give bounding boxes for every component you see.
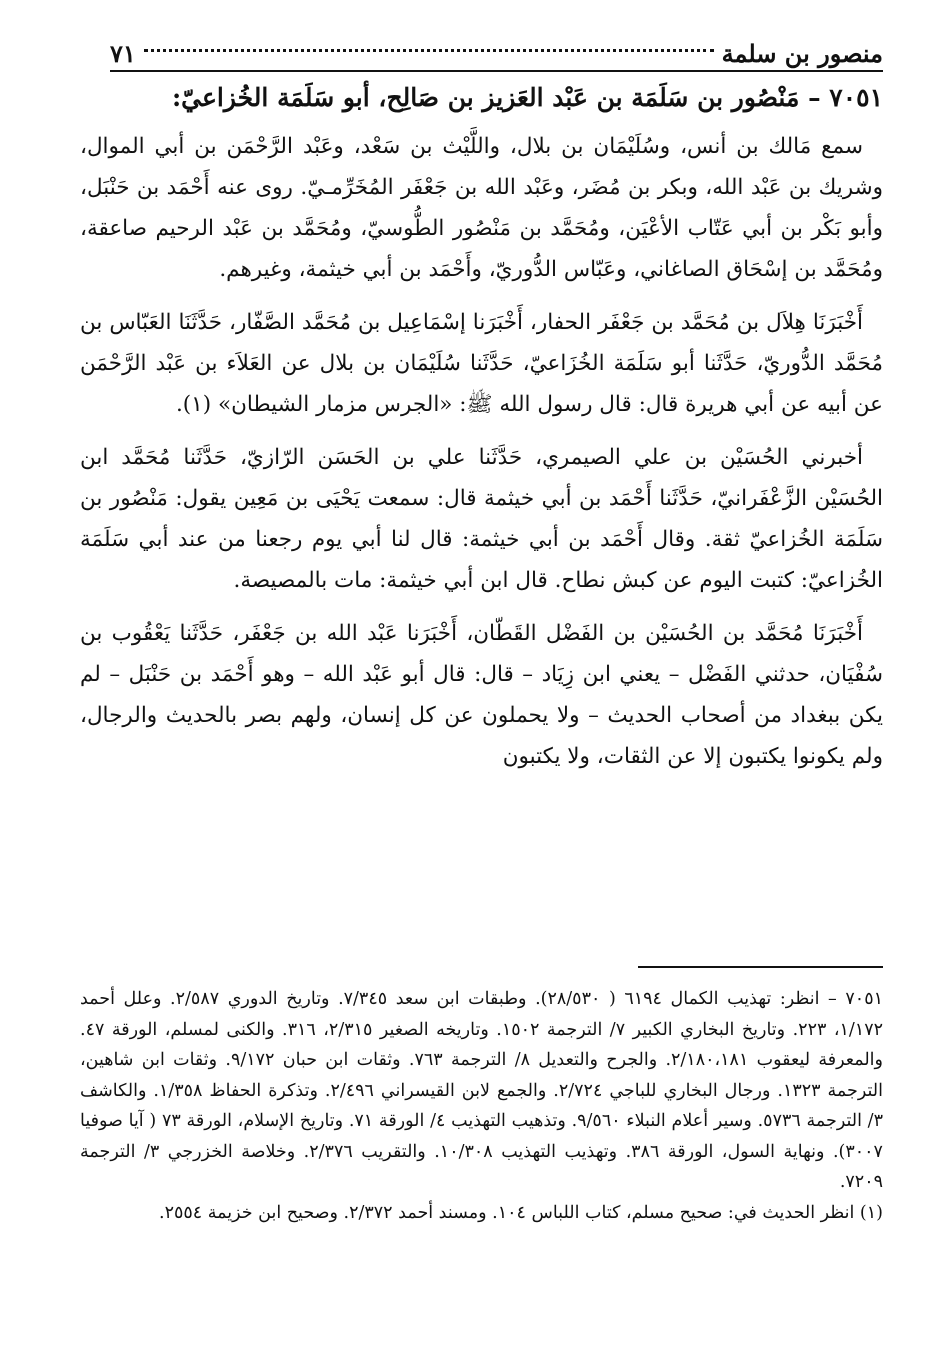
page-number: ٧١: [110, 39, 136, 68]
paragraph-narrators: سمع مَالك بن أنس، وسُلَيْمَان بن بلال، واللَّيْث بن سَعْد، وعَبْد الرَّحْمَن بن أبي الموال، وشريك بن عَبْد الله، وبكر بن مُضَر، وعَبْد الله بن جَعْفَر المُخَرِّمـيّ. روى عنه أَحْمَد بن حَنْبَل، وأبو بَكْر بن أبي عَتّاب الأعْيَن، ومُحَمَّد بن مَنْصُور الطُّوسيّ، ومُحَمَّد بن عَبْد الرحيم صاعقة، ومُحَمَّد بن إسْحَاق الصاغاني، وعَبّاس الدُّوريّ، وأَحْمَد بن أبي خيثمة، وغيرهم.: [80, 134, 883, 282]
main-text: [80, 126, 883, 789]
paragraph-ahmad-quote: أَخْبَرَنَا مُحَمَّد بن الحُسَيْن بن الفَضْل القَطّان، أَخْبَرَنا عَبْد الله بن جَعْفَر، حَدَّثَنا يَعْقُوب بن سُفْيَان، حدثني الفَضْل – يعني ابن زِيَاد – قال: قال أبو عَبْد الله – وهو أَحْمَد بن حَنْبَل – لم يكن ببغداد من أصحاب الحديث – ولا يحملون عن كل إنسان، ولهم بصر بالحديث والرجال، ولم يكونوا يكتبون إلا عن الثقات، ولا يكتبون: [80, 621, 883, 769]
footnotes: [80, 984, 883, 1228]
running-title: منصور بن سلمة: [721, 39, 883, 68]
paragraph-hadith: أَخْبَرَنَا هِلاَل بن مُحَمَّد بن جَعْفَر الحفار، أَخْبَرَنا إسْمَاعِيل بن مُحَمَّد الصَّفّار، حَدَّثَنَا العَبّاس بن مُحَمَّد الدُّوريّ، حَدَّثَنا أبو سَلَمَة الخُزَاعيّ، حَدَّثَنا سُلَيْمَان بن بلال عن العَلاَء بن عَبْد الرَّحْمَن عن أبيه عن أبي هريرة قال: قال رسول الله ﷺ: «الجرس مزمار الشيطان» (١).: [80, 310, 883, 417]
entry-title: ٧٠٥١ – مَنْصُور بن سَلَمَة بن عَبْد العَزيز بن صَالِح، أبو سَلَمَة الخُزاعيّ:: [171, 83, 883, 112]
footnote-hadith: (١) انظر الحديث في: صحيح مسلم، كتاب اللباس ١٠٤. ومسند أحمد ٢/٣٧٢. وصحيح ابن خزيمة ٢٥٥٤.: [158, 1202, 883, 1223]
leader-dots: [144, 49, 714, 52]
footnote-separator: [638, 966, 883, 968]
paragraph-grading: أخبرني الحُسَيْن بن علي الصيمري، حَدَّثَنا علي بن الحَسَن الرّازيّ، حَدَّثَنا مُحَمَّد ابن الحُسَيْن الزَّعْفَرانيّ، حَدَّثَنا أَحْمَد بن أبي خيثمة قال: سمعت يَحْيَى بن مَعِين يقول: مَنْصُور بن سَلَمَة الخُزاعيّ ثقة. وقال أَحْمَد بن أبي خيثمة: قال لنا أبي يوم رجعنا من عند أبي سَلَمَة الخُزاعيّ: كتبت اليوم عن كبش نطاح. قال ابن أبي خيثمة: مات بالمصيصة.: [80, 445, 883, 593]
footnote-sources: ٧٠٥١ – انظر: تهذيب الكمال ٦١٩٤ ( ٢٨/٥٣٠). وطبقات ابن سعد ٧/٣٤٥. وتاريخ الدوري ٢/٥٨٧. وعلل أحمد ١/١٧٢، ٢٢٣. وتاريخ البخاري الكبير ٧/ الترجمة ١٥٠٢. وتاريخه الصغير ٢/٣١٥، ٣١٦. والكنى لمسلم، الورقة ٤٧. والمعرفة ليعقوب ٢/١٨٠،١٨١. والجرح والتعديل ٨/ الترجمة ٧٦٣. وثقات ابن حبان ٩/١٧٢. وثقات ابن شاهين، الترجمة ١٣٢٣. ورجال البخاري للباجي ٢/٧٢٤. والجمع لابن القيسراني ٢/٤٩٦. وتذكرة الحفاظ ١/٣٥٨. والكاشف ٣/ الترجمة ٥٧٣٦. وسير أعلام النبلاء ٩/٥٦٠. وتذهيب التهذيب ٤/ الورقة ٧١. وتاريخ الإسلام، الورقة ٧٣ ( آيا صوفيا ٣٠٠٧). ونهاية السول، الورقة ٣٨٦. وتهذيب التهذيب ١٠/٣٠٨. والتقريب ٢/٣٧٦. وخلاصة الخزرجي ٣/ الترجمة ٧٢٠٩.: [80, 989, 883, 1192]
running-header: [110, 32, 883, 72]
